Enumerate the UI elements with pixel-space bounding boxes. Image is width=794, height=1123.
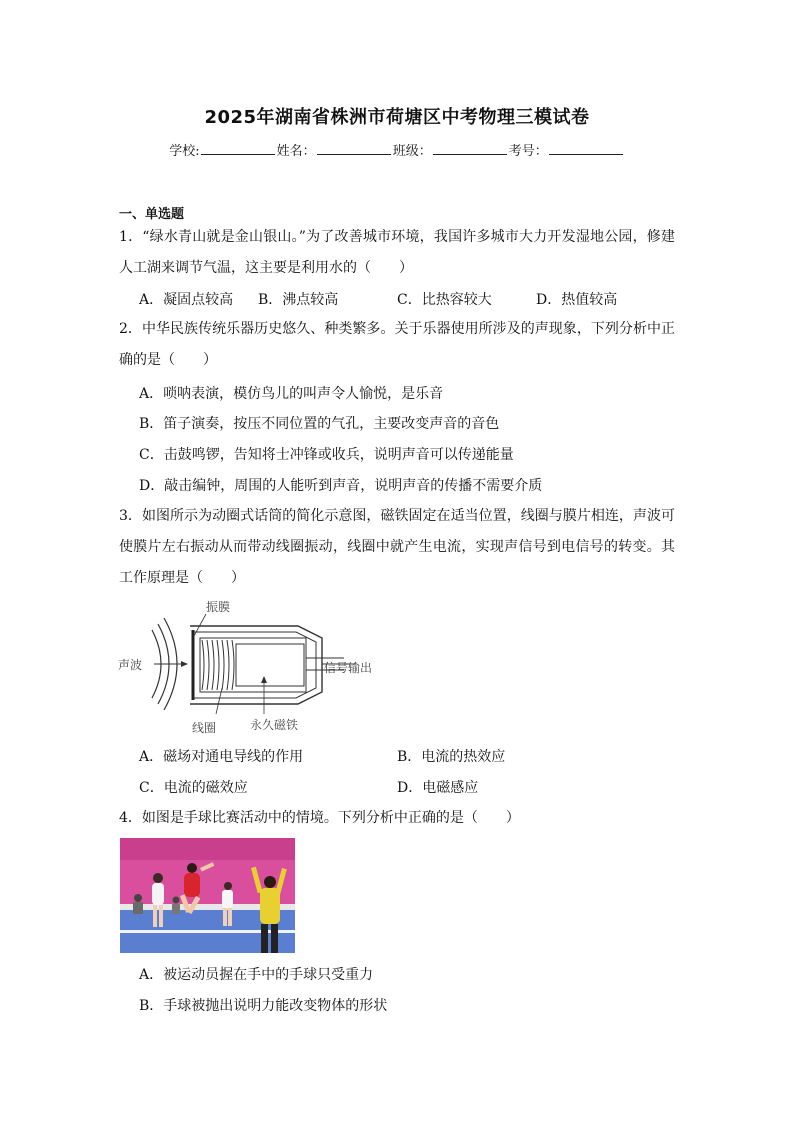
banner xyxy=(120,838,295,860)
exam-no-blank[interactable] xyxy=(549,142,623,155)
coil-frame xyxy=(200,638,306,692)
class-label: 班级： xyxy=(392,144,432,159)
exam-no-label: 考号： xyxy=(508,144,548,159)
handball-photo xyxy=(120,838,295,953)
q1-option-b[interactable]: B．沸点较高 xyxy=(258,292,339,308)
name-blank[interactable] xyxy=(317,142,391,155)
q3-option-d[interactable]: D．电磁感应 xyxy=(397,780,479,796)
q3-option-a[interactable]: A．磁场对通电导线的作用 xyxy=(139,749,304,765)
q4-option-b[interactable]: B．手球被抛出说明力能改变物体的形状 xyxy=(139,998,388,1014)
q2-option-c[interactable]: C．击鼓鸣锣，告知将士冲锋或收兵，说明声音可以传递能量 xyxy=(139,447,514,463)
label-coil: 线圈 xyxy=(192,721,217,735)
magnet-pointer-head xyxy=(261,676,267,683)
sound-arrow-head xyxy=(181,661,188,667)
section-heading-single-choice: 一、单选题 xyxy=(119,207,185,222)
question-2-stem: 2．中华民族传统乐器历史悠久、种类繁多。关于乐器使用所涉及的声现象，下列分析中正确的是（ ） xyxy=(119,321,675,368)
coil-windings xyxy=(202,640,234,690)
membrane-pointer xyxy=(194,614,206,636)
q1-option-d[interactable]: D．热值较高 xyxy=(536,292,618,308)
court-line xyxy=(120,930,295,933)
label-membrane: 振膜 xyxy=(206,600,231,614)
q1-option-a[interactable]: A．凝固点较高 xyxy=(139,292,234,308)
question-1-stem: 1．“绿水青山就是金山银山。”为了改善城市环境，我国许多城市大力开发湿地公园，修建人工湖来调节气温，这主要是利用水的（ ） xyxy=(119,229,675,276)
class-blank[interactable] xyxy=(433,142,507,155)
label-magnet: 永久磁铁 xyxy=(250,718,299,732)
student-info-line xyxy=(0,140,794,159)
name-label: 姓名： xyxy=(276,144,316,159)
page-title: 2025年湖南省株洲市荷塘区中考物理三模试卷 xyxy=(204,107,590,128)
school-blank[interactable] xyxy=(201,142,275,155)
question-3-stem: 3．如图所示为动圈式话筒的简化示意图，磁铁固定在适当位置，线圈与膜片相连，声波可使膜片左右振动从而带动线圈振动，线圈中就产生电流，实现声信号到电信号的转变。其工作原理是（ ） xyxy=(119,508,675,586)
permanent-magnet xyxy=(236,644,304,686)
label-output: 信号输出 xyxy=(324,661,373,675)
question-4-stem: 4．如图是手球比赛活动中的情境。下列分析中正确的是（ ） xyxy=(119,810,520,826)
q2-option-b[interactable]: B．笛子演奏，按压不同位置的气孔，主要改变声音的音色 xyxy=(139,416,500,432)
q4-option-a[interactable]: A．被运动员握在手中的手球只受重力 xyxy=(139,967,374,983)
microphone-diagram xyxy=(118,596,388,738)
q3-option-b[interactable]: B．电流的热效应 xyxy=(397,749,506,765)
q2-option-a[interactable]: A．唢呐表演，模仿鸟儿的叫声令人愉悦，是乐音 xyxy=(139,386,444,402)
q2-option-d[interactable]: D．敲击编钟，周围的人能听到声音，说明声音的传播不需要介质 xyxy=(139,478,543,494)
label-sound: 声波 xyxy=(118,658,143,672)
school-label: 学校: xyxy=(169,144,200,159)
q3-option-c[interactable]: C．电流的磁效应 xyxy=(139,780,248,796)
q1-option-c[interactable]: C．比热容较大 xyxy=(397,292,492,308)
